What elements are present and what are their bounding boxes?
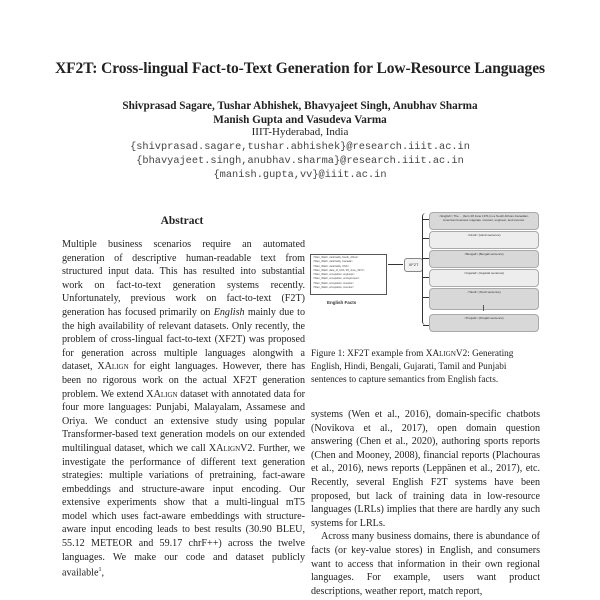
- branch-connector: [422, 213, 429, 325]
- figure-caption: [311, 348, 540, 387]
- affiliation: IIIT-Hyderabad, India: [251, 126, 349, 138]
- text-run: : Generating English, Hindi, Bengali, Gujarati, Tamil and Punjabi sentences to capture semantics from English facts.: [311, 349, 514, 385]
- text-run: for eight languages. However, there has been no rigorous work on the actual XF2T generation problem. We extend: [62, 361, 305, 400]
- fact-item: <Wen_Wash, nationality, South_Africa>: [313, 256, 359, 259]
- text-run: . Further, we investigate the performance of different text generation strategies: multiple variations of pretraining, fact-aware embeddings and structure-aware input encoding. Our extensive experiments show that a multi-lingual mT5 model which uses fact-aware embeddings with structure-aware input encoding leads to best results (30.90 BLEU, 55.12 METEOR and 59.17 chrF++) across the twelve languages. We make our code and dataset publicly available: [62, 442, 305, 579]
- email-line-3: {manish.gupta,vv}@iiit.ac.in: [213, 169, 387, 181]
- paper-title: XF2T: Cross-lingual Fact-to-Text Generation for Low-Resource Languages: [55, 60, 545, 77]
- dataset-name: XAlignV2: [425, 349, 468, 359]
- abstract-body: [62, 238, 305, 580]
- email-line-2: {bhavyajeet.singh,anubhav.sharma}@research.iiit.ac.in: [136, 155, 464, 167]
- authors-line-2: Manish Gupta and Vasudeva Varma: [213, 114, 387, 126]
- fact-item: <Wen_Wash, date_of_birth, 28_June_1971>: [313, 268, 365, 272]
- text-run: Figure 1: XF2T example from: [311, 349, 426, 359]
- email-line-1: {shivprasad.sagare,tushar.abhishek}@research.iiit.ac.in: [130, 141, 470, 153]
- emphasis-english: English: [213, 306, 245, 318]
- fact-item: <Wen_Wash, nationality, USA>: [313, 264, 349, 268]
- sentence-bengali: <Bengali> (Bengali sentence): [429, 250, 539, 268]
- text-run: Multiple business scenarios require an automated generation of descriptive human-readable text from structured input data. This has resulted into substantial work on fact-to-text generation systems recently. Unfortunately, previous work on fact-to-text (F2T) generation has focused primarily on: [62, 239, 305, 318]
- abstract-heading: Abstract: [160, 215, 204, 227]
- ellipsis-connector: [483, 305, 485, 311]
- dataset-name: XAlign: [146, 388, 178, 400]
- sentence-hindi: <Hindi> (Hindi sentence): [429, 231, 539, 249]
- text-run: mainly due to the high availability of relevant datasets. Only recently, the problem of cross-lingual fact-to-text (XF2T) was proposed for generation across multiple languages alongwith a dataset,: [62, 306, 305, 373]
- fact-item: <Wen_Wash, occupation, inventor>: [313, 286, 354, 290]
- intro-paragraph-1: systems (Wen et al., 2016), domain-specific chatbots (Novikova et al., 2017), open domain question answering (Chen et al., 2020), authoring sports reports (Chen and Mooney, 2008), financial reports (Plachouras et al., 2016), news reports (Leppänen et al., 2017), etc. Recently, several English F2T systems have been proposed, but lack of training data in low-resource languages (LRLs) implies that there are hardly any such systems for LRLs.: [311, 409, 540, 529]
- introduction-body: [311, 408, 540, 598]
- sentence-english: <English> The ... (born 28 June 1971) is a South African-Canadian-American business magnate, investor, engineer, and inventor.: [429, 212, 539, 230]
- email-list: [0, 140, 600, 182]
- fact-item: <Wen_Wash, occupation, engineer>: [313, 273, 355, 277]
- dataset-name: XAlign: [97, 361, 129, 373]
- sentence-punjabi: <Punjabi> (Punjabi sentence): [429, 314, 539, 332]
- abstract-paragraph: [62, 238, 305, 580]
- text-run: ,: [101, 567, 104, 579]
- intro-paragraph-2: Across many business domains, there is abundance of facts (or key-value stores) in English, and consumers want to access that information in their own regional languages. For example, users want product descriptions, weather report, match report,: [311, 531, 540, 597]
- sentence-tamil: <Tamil> (Tamil sentence): [429, 288, 539, 310]
- arrow-icon: [388, 264, 403, 265]
- figure-1: [305, 205, 545, 340]
- fact-item: <Wen_Wash, occupation, entrepreneur>: [313, 277, 360, 281]
- sentence-gujarati: <Gujarati> (Gujarati sentence): [429, 269, 539, 287]
- author-list: [0, 99, 600, 127]
- english-facts-box: [310, 254, 387, 295]
- fact-item: <Wen_Wash, occupation, investor>: [313, 281, 354, 285]
- text-run: dataset with annotated data for four more languages: Punjabi, Malayalam, Assamese and Oriya. We conduct an extensive study using popular Transformer-based text generation models on our extended multilingual dataset, which we call: [62, 388, 306, 454]
- dataset-name: XAlignV2: [208, 442, 253, 454]
- fact-item: <Wen_Wash, nationality, Canada>: [313, 260, 353, 264]
- facts-label: English Facts: [327, 300, 357, 305]
- footnote-marker[interactable]: 1: [98, 567, 102, 574]
- authors-line-1: Shivprasad Sagare, Tushar Abhishek, Bhavyajeet Singh, Anubhav Sharma: [122, 100, 478, 112]
- model-node: XF2T: [404, 258, 423, 272]
